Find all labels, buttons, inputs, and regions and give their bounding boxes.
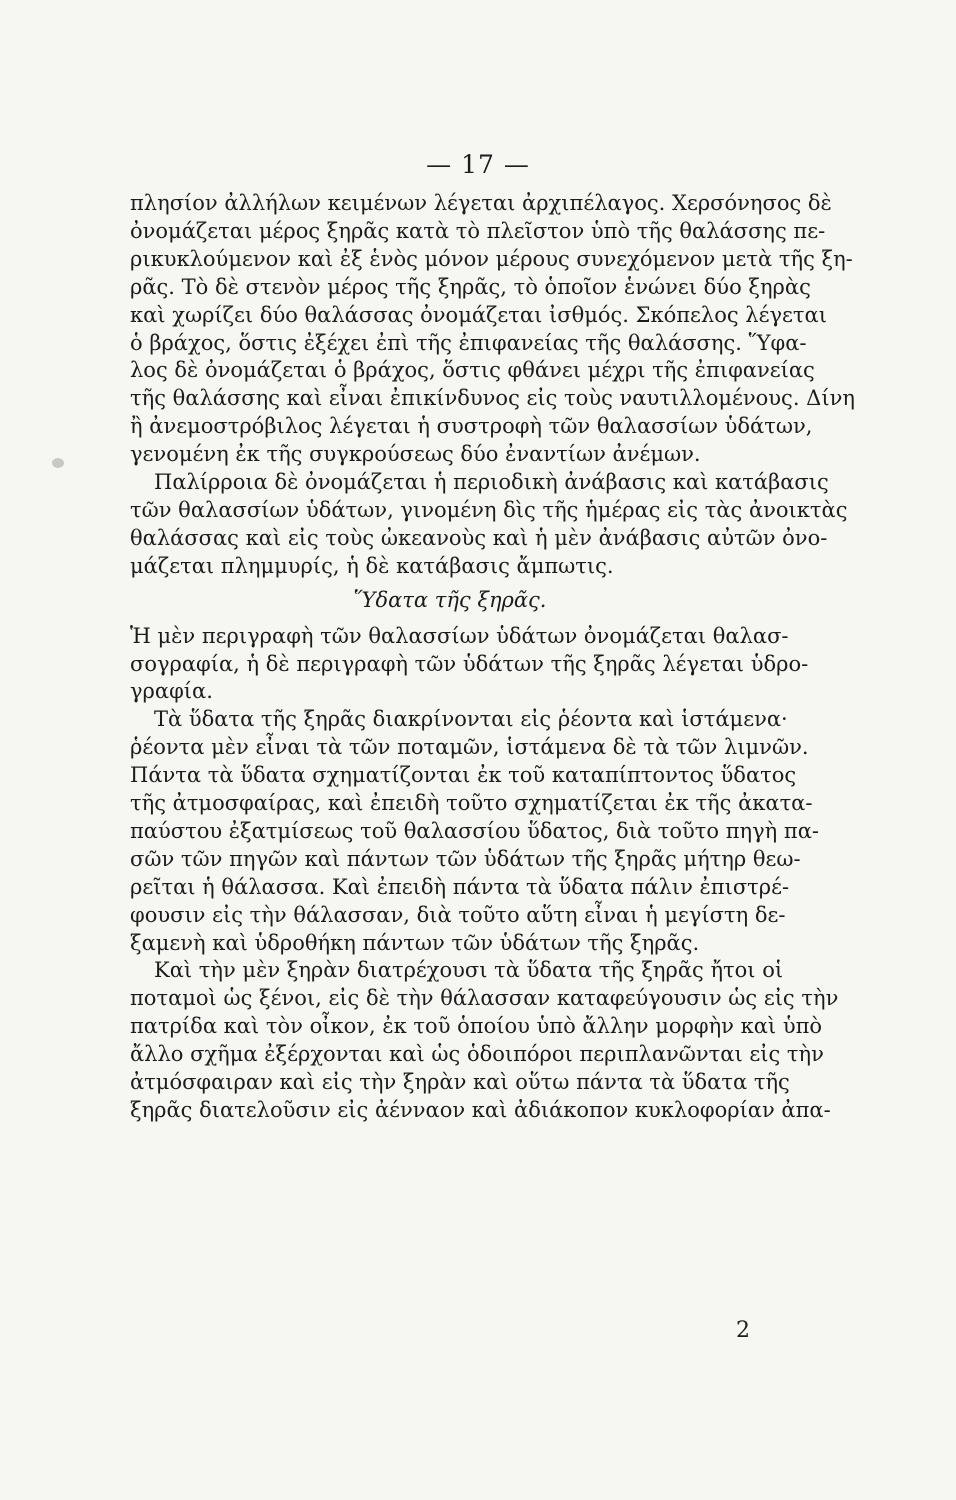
text-line: Καὶ τὴν μὲν ξηρὰν διατρέχουσι τὰ ὕδατα τῆς ξηρᾶς ἤτοι οἱ: [154, 958, 784, 983]
text-line: σῶν τῶν πηγῶν καὶ πάντων τῶν ὑδάτων τῆς ξηρᾶς μήτηρ θεω-: [130, 846, 801, 871]
text-line: ὀνομάζεται μέρος ξηρᾶς κατὰ τὸ πλεῖστον ὑπὸ τῆς θαλάσσης πε-: [130, 218, 826, 243]
text-line: ὁ βράχος, ὅστις ἐξέχει ἐπὶ τῆς ἐπιφανείας τῆς θαλάσσης. Ὕφα-: [130, 330, 807, 355]
signature-mark: 2: [736, 1318, 750, 1343]
text-line: σογραφία, ἡ δὲ περιγραφὴ τῶν ὑδάτων τῆς ξηρᾶς λέγεται ὑδρο-: [130, 651, 809, 676]
text-line: τῆς ἀτμοσφαίρας, καὶ ἐπειδὴ τοῦτο σχηματίζεται ἐκ τῆς ἀκατα-: [130, 791, 813, 816]
text-line: ἢ ἀνεμοστρόβιλος λέγεται ἡ συστροφὴ τῶν θαλασσίων ὑδάτων,: [130, 414, 813, 439]
text-line: Ἡ μὲν περιγραφὴ τῶν θαλασσίων ὑδάτων ὀνομάζεται θαλασ-: [130, 623, 789, 648]
text-line: ξηρᾶς διατελοῦσιν εἰς ἀένναον καὶ ἀδιάκοπον κυκλοφορίαν ἀπα-: [130, 1098, 831, 1122]
text-line: ξαμενὴ καὶ ὑδροθήκη πάντων τῶν ὑδάτων τῆς ξηρᾶς.: [130, 930, 700, 955]
body-text: [130, 190, 855, 1125]
section-heading: Ὕδατα τῆς ξηρᾶς.: [353, 587, 547, 612]
page-number: — 17 —: [426, 150, 530, 179]
ink-smudge: [52, 458, 64, 468]
text-line: πλησίον ἀλλήλων κειμένων λέγεται ἀρχιπέλαγος. Χερσόνησος δὲ: [130, 191, 832, 215]
text-line: τῶν θαλασσίων ὑδάτων, γινομένη δὶς τῆς ἡμέρας εἰς τὰς ἀνοικτὰς: [130, 497, 848, 522]
text-line: γενομένη ἐκ τῆς συγκρούσεως δύο ἐναντίων ἀνέμων.: [130, 442, 701, 467]
text-line: ἄλλο σχῆμα ἐξέρχονται καὶ ὡς ὁδοιπόροι περιπλανῶνται εἰς τὴν: [130, 1042, 824, 1067]
text-line: θαλάσσας καὶ εἰς τοὺς ὠκεανοὺς καὶ ἡ μὲν ἀνάβασις αὐτῶν ὀνο-: [130, 525, 828, 550]
text-line: Παλίρροια δὲ ὀνομάζεται ἡ περιοδικὴ ἀνάβασις καὶ κατάβασις: [154, 470, 829, 495]
text-line: Πάντα τὰ ὕδατα σχηματίζονται ἐκ τοῦ καταπίπτοντος ὕδατος: [130, 763, 797, 788]
text-line: ποταμοὶ ὡς ξένοι, εἰς δὲ τὴν θάλασσαν καταφεύγουσιν ὡς εἰς τὴν: [130, 986, 839, 1011]
text-line: πατρίδα καὶ τὸν οἶκον, ἐκ τοῦ ὁποίου ὑπὸ ἄλλην μορφὴν καὶ ὑπὸ: [130, 1014, 823, 1039]
text-line: παύστου ἐξατμίσεως τοῦ θαλασσίου ὕδατος, διὰ τοῦτο πηγὴ πα-: [130, 818, 820, 843]
text-line: μάζεται πλημμυρίς, ἡ δὲ κατάβασις ἄμπωτις.: [130, 553, 614, 578]
text-line: Τὰ ὕδατα τῆς ξηρᾶς διακρίνονται εἰς ῥέοντα καὶ ἱστάμενα·: [154, 707, 788, 732]
text-line: ῥέοντα μὲν εἶναι τὰ τῶν ποταμῶν, ἱστάμενα δὲ τὰ τῶν λιμνῶν.: [130, 735, 809, 760]
text-line: ἀτμόσφαιραν καὶ εἰς τὴν ξηρὰν καὶ οὕτω πάντα τὰ ὕδατα τῆς: [130, 1070, 790, 1095]
text-line: ρικυκλούμενον καὶ ἐξ ἑνὸς μόνον μέρους συνεχόμενον μετὰ τῆς ξη-: [130, 246, 853, 271]
text-line: ρεῖται ἡ θάλασσα. Καὶ ἐπειδὴ πάντα τὰ ὕδατα πάλιν ἐπιστρέ-: [130, 874, 790, 899]
text-line: γραφία.: [130, 679, 213, 704]
text-line: τῆς θαλάσσης καὶ εἶναι ἐπικίνδυνος εἰς τοὺς ναυτιλλομένους. Δίνη: [130, 386, 855, 411]
text-line: καὶ χωρίζει δύο θαλάσσας ὀνομάζεται ἰσθμός. Σκόπελος λέγεται: [130, 302, 827, 327]
text-line: φουσιν εἰς τὴν θάλασσαν, διὰ τοῦτο αὕτη εἶναι ἡ μεγίστη δε-: [130, 902, 786, 927]
text-line: ρᾶς. Τὸ δὲ στενὸν μέρος τῆς ξηρᾶς, τὸ ὁποῖον ἑνώνει δύο ξηρὰς: [130, 274, 811, 299]
text-line: λος δὲ ὀνομάζεται ὁ βράχος, ὅστις φθάνει μέχρι τῆς ἐπιφανείας: [130, 358, 815, 383]
